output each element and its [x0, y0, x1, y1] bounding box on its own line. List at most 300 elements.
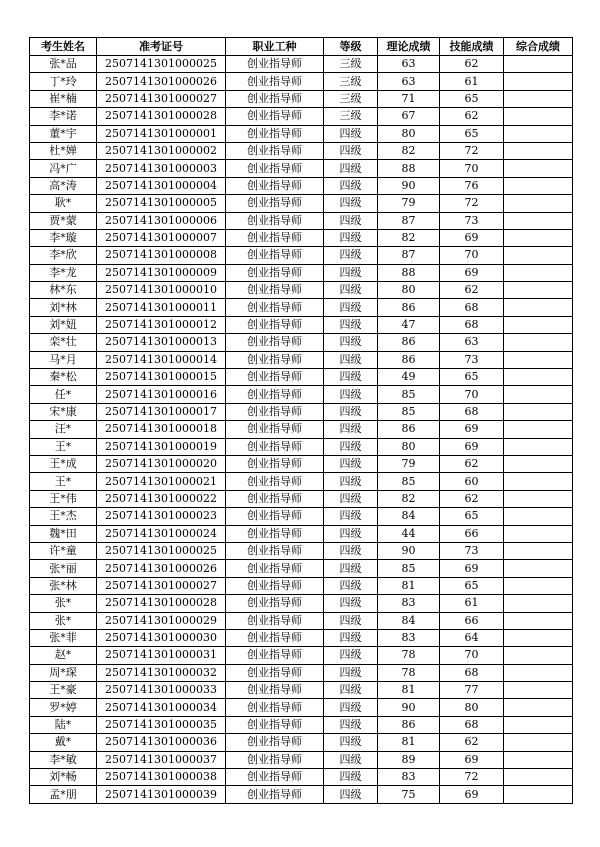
cell-occupation: 创业指导师 — [226, 125, 324, 142]
table-header — [30, 38, 573, 56]
cell-skill-score: 65 — [440, 508, 504, 525]
cell-level: 四级 — [324, 577, 378, 594]
cell-occupation: 创业指导师 — [226, 577, 324, 594]
cell-skill-score: 77 — [440, 682, 504, 699]
table-row — [30, 125, 573, 142]
cell-overall-score — [504, 595, 573, 612]
cell-theory-score: 85 — [378, 403, 440, 420]
cell-overall-score — [504, 542, 573, 559]
cell-level: 三级 — [324, 56, 378, 73]
cell-occupation: 创业指导师 — [226, 142, 324, 159]
cell-overall-score — [504, 629, 573, 646]
cell-ticket-number: 2507141301000012 — [97, 316, 226, 333]
table-row — [30, 351, 573, 368]
cell-name: 李*敏 — [30, 751, 97, 768]
cell-skill-score: 69 — [440, 786, 504, 803]
cell-occupation: 创业指导师 — [226, 160, 324, 177]
table-row — [30, 56, 573, 73]
cell-name: 魏*田 — [30, 525, 97, 542]
cell-overall-score — [504, 160, 573, 177]
cell-theory-score: 67 — [378, 108, 440, 125]
cell-name: 马*月 — [30, 351, 97, 368]
cell-occupation: 创业指导师 — [226, 473, 324, 490]
cell-theory-score: 82 — [378, 142, 440, 159]
cell-occupation: 创业指导师 — [226, 282, 324, 299]
cell-occupation: 创业指导师 — [226, 508, 324, 525]
cell-theory-score: 84 — [378, 508, 440, 525]
cell-overall-score — [504, 473, 573, 490]
cell-level: 四级 — [324, 334, 378, 351]
cell-name: 任* — [30, 386, 97, 403]
cell-skill-score: 62 — [440, 490, 504, 507]
cell-level: 四级 — [324, 195, 378, 212]
table-row — [30, 699, 573, 716]
table-row — [30, 716, 573, 733]
cell-theory-score: 78 — [378, 664, 440, 681]
table-row — [30, 490, 573, 507]
cell-level: 四级 — [324, 629, 378, 646]
cell-overall-score — [504, 351, 573, 368]
cell-overall-score — [504, 299, 573, 316]
cell-theory-score: 88 — [378, 160, 440, 177]
cell-name: 王*豪 — [30, 682, 97, 699]
cell-skill-score: 63 — [440, 334, 504, 351]
cell-name: 许*童 — [30, 542, 97, 559]
cell-theory-score: 63 — [378, 73, 440, 90]
header-row — [30, 38, 573, 56]
cell-name: 刘*林 — [30, 299, 97, 316]
cell-name: 刘*妞 — [30, 316, 97, 333]
cell-name: 高*涛 — [30, 177, 97, 194]
cell-theory-score: 85 — [378, 386, 440, 403]
cell-occupation: 创业指导师 — [226, 682, 324, 699]
cell-overall-score — [504, 125, 573, 142]
cell-occupation: 创业指导师 — [226, 542, 324, 559]
cell-level: 四级 — [324, 751, 378, 768]
table-row — [30, 108, 573, 125]
cell-occupation: 创业指导师 — [226, 525, 324, 542]
cell-name: 王* — [30, 438, 97, 455]
cell-theory-score: 80 — [378, 125, 440, 142]
cell-level: 四级 — [324, 386, 378, 403]
cell-ticket-number: 2507141301000022 — [97, 490, 226, 507]
cell-ticket-number: 2507141301000037 — [97, 751, 226, 768]
cell-overall-score — [504, 751, 573, 768]
cell-level: 四级 — [324, 560, 378, 577]
cell-ticket-number: 2507141301000016 — [97, 386, 226, 403]
cell-occupation: 创业指导师 — [226, 247, 324, 264]
cell-overall-score — [504, 369, 573, 386]
cell-level: 四级 — [324, 282, 378, 299]
cell-level: 四级 — [324, 160, 378, 177]
table-row — [30, 542, 573, 559]
table-row — [30, 90, 573, 107]
cell-overall-score — [504, 664, 573, 681]
cell-name: 林*东 — [30, 282, 97, 299]
cell-overall-score — [504, 56, 573, 73]
score-table — [29, 37, 573, 804]
cell-overall-score — [504, 403, 573, 420]
cell-level: 四级 — [324, 142, 378, 159]
cell-theory-score: 85 — [378, 560, 440, 577]
cell-skill-score: 60 — [440, 473, 504, 490]
cell-overall-score — [504, 108, 573, 125]
cell-skill-score: 69 — [440, 229, 504, 246]
cell-level: 三级 — [324, 73, 378, 90]
cell-ticket-number: 2507141301000011 — [97, 299, 226, 316]
cell-theory-score: 49 — [378, 369, 440, 386]
cell-skill-score: 70 — [440, 647, 504, 664]
cell-skill-score: 68 — [440, 299, 504, 316]
cell-theory-score: 87 — [378, 212, 440, 229]
cell-skill-score: 68 — [440, 664, 504, 681]
cell-level: 四级 — [324, 351, 378, 368]
cell-ticket-number: 2507141301000014 — [97, 351, 226, 368]
cell-theory-score: 86 — [378, 299, 440, 316]
cell-name: 陆* — [30, 716, 97, 733]
cell-skill-score: 76 — [440, 177, 504, 194]
cell-name: 栾*壮 — [30, 334, 97, 351]
cell-skill-score: 61 — [440, 595, 504, 612]
cell-occupation: 创业指导师 — [226, 386, 324, 403]
cell-level: 四级 — [324, 403, 378, 420]
cell-level: 四级 — [324, 490, 378, 507]
cell-theory-score: 83 — [378, 629, 440, 646]
cell-ticket-number: 2507141301000030 — [97, 629, 226, 646]
cell-name: 刘*畅 — [30, 769, 97, 786]
cell-level: 四级 — [324, 508, 378, 525]
cell-level: 四级 — [324, 229, 378, 246]
header-ticket-number: 准考证号 — [97, 38, 226, 56]
cell-skill-score: 66 — [440, 525, 504, 542]
cell-skill-score: 72 — [440, 769, 504, 786]
cell-ticket-number: 2507141301000028 — [97, 108, 226, 125]
cell-level: 四级 — [324, 525, 378, 542]
table-row — [30, 386, 573, 403]
cell-level: 四级 — [324, 212, 378, 229]
cell-ticket-number: 2507141301000008 — [97, 247, 226, 264]
cell-ticket-number: 2507141301000015 — [97, 369, 226, 386]
cell-skill-score: 68 — [440, 316, 504, 333]
cell-name: 李*璇 — [30, 229, 97, 246]
cell-ticket-number: 2507141301000029 — [97, 612, 226, 629]
cell-skill-score: 72 — [440, 195, 504, 212]
cell-ticket-number: 2507141301000035 — [97, 716, 226, 733]
header-skill-score: 技能成绩 — [440, 38, 504, 56]
cell-skill-score: 65 — [440, 577, 504, 594]
cell-level: 四级 — [324, 455, 378, 472]
cell-skill-score: 62 — [440, 108, 504, 125]
cell-name: 杜*婵 — [30, 142, 97, 159]
cell-ticket-number: 2507141301000028 — [97, 595, 226, 612]
cell-overall-score — [504, 734, 573, 751]
cell-occupation: 创业指导师 — [226, 299, 324, 316]
table-row — [30, 682, 573, 699]
cell-skill-score: 69 — [440, 751, 504, 768]
table-row — [30, 229, 573, 246]
cell-level: 四级 — [324, 647, 378, 664]
cell-theory-score: 90 — [378, 542, 440, 559]
cell-occupation: 创业指导师 — [226, 629, 324, 646]
cell-occupation: 创业指导师 — [226, 455, 324, 472]
table-row — [30, 473, 573, 490]
cell-ticket-number: 2507141301000006 — [97, 212, 226, 229]
cell-ticket-number: 2507141301000013 — [97, 334, 226, 351]
cell-theory-score: 80 — [378, 438, 440, 455]
cell-theory-score: 90 — [378, 699, 440, 716]
cell-name: 李*欣 — [30, 247, 97, 264]
table-row — [30, 438, 573, 455]
cell-theory-score: 86 — [378, 334, 440, 351]
table-row — [30, 525, 573, 542]
table-row — [30, 629, 573, 646]
cell-theory-score: 86 — [378, 716, 440, 733]
cell-occupation: 创业指导师 — [226, 369, 324, 386]
cell-ticket-number: 2507141301000009 — [97, 264, 226, 281]
cell-theory-score: 82 — [378, 490, 440, 507]
cell-name: 宋*康 — [30, 403, 97, 420]
cell-theory-score: 80 — [378, 282, 440, 299]
header-occupation: 职业工种 — [226, 38, 324, 56]
cell-name: 李*龙 — [30, 264, 97, 281]
header-name: 考生姓名 — [30, 38, 97, 56]
cell-level: 四级 — [324, 316, 378, 333]
cell-name: 张*丽 — [30, 560, 97, 577]
cell-ticket-number: 2507141301000027 — [97, 577, 226, 594]
cell-ticket-number: 2507141301000018 — [97, 421, 226, 438]
cell-occupation: 创业指导师 — [226, 421, 324, 438]
cell-overall-score — [504, 647, 573, 664]
cell-occupation: 创业指导师 — [226, 108, 324, 125]
cell-theory-score: 71 — [378, 90, 440, 107]
cell-occupation: 创业指导师 — [226, 699, 324, 716]
table-row — [30, 455, 573, 472]
cell-ticket-number: 2507141301000024 — [97, 525, 226, 542]
table-row — [30, 264, 573, 281]
cell-occupation: 创业指导师 — [226, 195, 324, 212]
cell-theory-score: 79 — [378, 195, 440, 212]
cell-skill-score: 72 — [440, 142, 504, 159]
cell-overall-score — [504, 177, 573, 194]
cell-ticket-number: 2507141301000036 — [97, 734, 226, 751]
cell-theory-score: 81 — [378, 682, 440, 699]
table-row — [30, 734, 573, 751]
cell-ticket-number: 2507141301000019 — [97, 438, 226, 455]
cell-theory-score: 81 — [378, 577, 440, 594]
cell-occupation: 创业指导师 — [226, 664, 324, 681]
cell-level: 四级 — [324, 473, 378, 490]
cell-skill-score: 65 — [440, 125, 504, 142]
cell-theory-score: 75 — [378, 786, 440, 803]
cell-name: 耿* — [30, 195, 97, 212]
cell-theory-score: 81 — [378, 734, 440, 751]
cell-name: 张*品 — [30, 56, 97, 73]
table-row — [30, 577, 573, 594]
cell-overall-score — [504, 386, 573, 403]
cell-level: 四级 — [324, 699, 378, 716]
cell-skill-score: 69 — [440, 264, 504, 281]
cell-level: 四级 — [324, 786, 378, 803]
cell-name: 周*琛 — [30, 664, 97, 681]
cell-skill-score: 65 — [440, 369, 504, 386]
cell-overall-score — [504, 490, 573, 507]
cell-occupation: 创业指导师 — [226, 351, 324, 368]
cell-name: 秦*松 — [30, 369, 97, 386]
cell-overall-score — [504, 560, 573, 577]
cell-skill-score: 62 — [440, 734, 504, 751]
cell-skill-score: 68 — [440, 403, 504, 420]
cell-level: 四级 — [324, 125, 378, 142]
cell-theory-score: 90 — [378, 177, 440, 194]
cell-level: 四级 — [324, 682, 378, 699]
cell-ticket-number: 2507141301000031 — [97, 647, 226, 664]
cell-skill-score: 70 — [440, 160, 504, 177]
cell-occupation: 创业指导师 — [226, 612, 324, 629]
cell-name: 崔*楠 — [30, 90, 97, 107]
cell-level: 四级 — [324, 177, 378, 194]
cell-name: 张*菲 — [30, 629, 97, 646]
cell-name: 冯*广 — [30, 160, 97, 177]
cell-ticket-number: 2507141301000032 — [97, 664, 226, 681]
cell-ticket-number: 2507141301000025 — [97, 56, 226, 73]
cell-level: 四级 — [324, 264, 378, 281]
cell-skill-score: 65 — [440, 90, 504, 107]
cell-ticket-number: 2507141301000003 — [97, 160, 226, 177]
cell-occupation: 创业指导师 — [226, 264, 324, 281]
cell-skill-score: 62 — [440, 455, 504, 472]
cell-level: 四级 — [324, 664, 378, 681]
cell-occupation: 创业指导师 — [226, 212, 324, 229]
cell-occupation: 创业指导师 — [226, 769, 324, 786]
cell-theory-score: 83 — [378, 769, 440, 786]
cell-ticket-number: 2507141301000026 — [97, 560, 226, 577]
table-row — [30, 73, 573, 90]
table-row — [30, 751, 573, 768]
cell-ticket-number: 2507141301000025 — [97, 542, 226, 559]
cell-name: 孟*朋 — [30, 786, 97, 803]
cell-name: 张* — [30, 612, 97, 629]
cell-ticket-number: 2507141301000034 — [97, 699, 226, 716]
cell-skill-score: 64 — [440, 629, 504, 646]
table-row — [30, 195, 573, 212]
cell-occupation: 创业指导师 — [226, 229, 324, 246]
table-row — [30, 647, 573, 664]
cell-theory-score: 44 — [378, 525, 440, 542]
cell-overall-score — [504, 229, 573, 246]
cell-skill-score: 66 — [440, 612, 504, 629]
cell-occupation: 创业指导师 — [226, 177, 324, 194]
table-row — [30, 560, 573, 577]
cell-ticket-number: 2507141301000026 — [97, 73, 226, 90]
cell-skill-score: 73 — [440, 351, 504, 368]
cell-level: 四级 — [324, 769, 378, 786]
cell-skill-score: 62 — [440, 56, 504, 73]
header-overall-score: 综合成绩 — [504, 38, 573, 56]
cell-ticket-number: 2507141301000023 — [97, 508, 226, 525]
cell-name: 赵* — [30, 647, 97, 664]
cell-name: 丁*玲 — [30, 73, 97, 90]
cell-skill-score: 70 — [440, 386, 504, 403]
cell-occupation: 创业指导师 — [226, 403, 324, 420]
cell-level: 三级 — [324, 90, 378, 107]
cell-overall-score — [504, 699, 573, 716]
cell-ticket-number: 2507141301000020 — [97, 455, 226, 472]
cell-overall-score — [504, 682, 573, 699]
cell-name: 戴* — [30, 734, 97, 751]
cell-theory-score: 88 — [378, 264, 440, 281]
cell-overall-score — [504, 195, 573, 212]
cell-overall-score — [504, 421, 573, 438]
table-row — [30, 369, 573, 386]
cell-theory-score: 79 — [378, 455, 440, 472]
cell-level: 三级 — [324, 108, 378, 125]
table-row — [30, 177, 573, 194]
cell-skill-score: 73 — [440, 542, 504, 559]
cell-skill-score: 80 — [440, 699, 504, 716]
cell-level: 四级 — [324, 247, 378, 264]
cell-name: 李*诺 — [30, 108, 97, 125]
cell-overall-score — [504, 438, 573, 455]
cell-theory-score: 89 — [378, 751, 440, 768]
cell-skill-score: 69 — [440, 560, 504, 577]
cell-name: 王*成 — [30, 455, 97, 472]
cell-level: 四级 — [324, 595, 378, 612]
cell-overall-score — [504, 769, 573, 786]
cell-level: 四级 — [324, 716, 378, 733]
cell-theory-score: 86 — [378, 421, 440, 438]
table-row — [30, 595, 573, 612]
cell-occupation: 创业指导师 — [226, 334, 324, 351]
cell-occupation: 创业指导师 — [226, 90, 324, 107]
cell-level: 四级 — [324, 438, 378, 455]
cell-ticket-number: 2507141301000004 — [97, 177, 226, 194]
table-row — [30, 403, 573, 420]
table-row — [30, 334, 573, 351]
cell-skill-score: 73 — [440, 212, 504, 229]
cell-skill-score: 68 — [440, 716, 504, 733]
cell-name: 王* — [30, 473, 97, 490]
cell-overall-score — [504, 282, 573, 299]
cell-occupation: 创业指导师 — [226, 490, 324, 507]
header-theory-score: 理论成绩 — [378, 38, 440, 56]
table-row — [30, 786, 573, 803]
cell-name: 张* — [30, 595, 97, 612]
cell-occupation: 创业指导师 — [226, 560, 324, 577]
cell-overall-score — [504, 73, 573, 90]
cell-ticket-number: 2507141301000027 — [97, 90, 226, 107]
cell-level: 四级 — [324, 542, 378, 559]
cell-ticket-number: 2507141301000021 — [97, 473, 226, 490]
cell-occupation: 创业指导师 — [226, 647, 324, 664]
header-level: 等级 — [324, 38, 378, 56]
cell-occupation: 创业指导师 — [226, 734, 324, 751]
cell-skill-score: 69 — [440, 438, 504, 455]
table-row — [30, 769, 573, 786]
table-row — [30, 612, 573, 629]
table-row — [30, 282, 573, 299]
cell-skill-score: 70 — [440, 247, 504, 264]
table-row — [30, 316, 573, 333]
cell-ticket-number: 2507141301000007 — [97, 229, 226, 246]
table-row — [30, 664, 573, 681]
cell-theory-score: 83 — [378, 595, 440, 612]
cell-level: 四级 — [324, 369, 378, 386]
cell-overall-score — [504, 142, 573, 159]
cell-overall-score — [504, 212, 573, 229]
cell-theory-score: 78 — [378, 647, 440, 664]
table-row — [30, 299, 573, 316]
cell-occupation: 创业指导师 — [226, 716, 324, 733]
